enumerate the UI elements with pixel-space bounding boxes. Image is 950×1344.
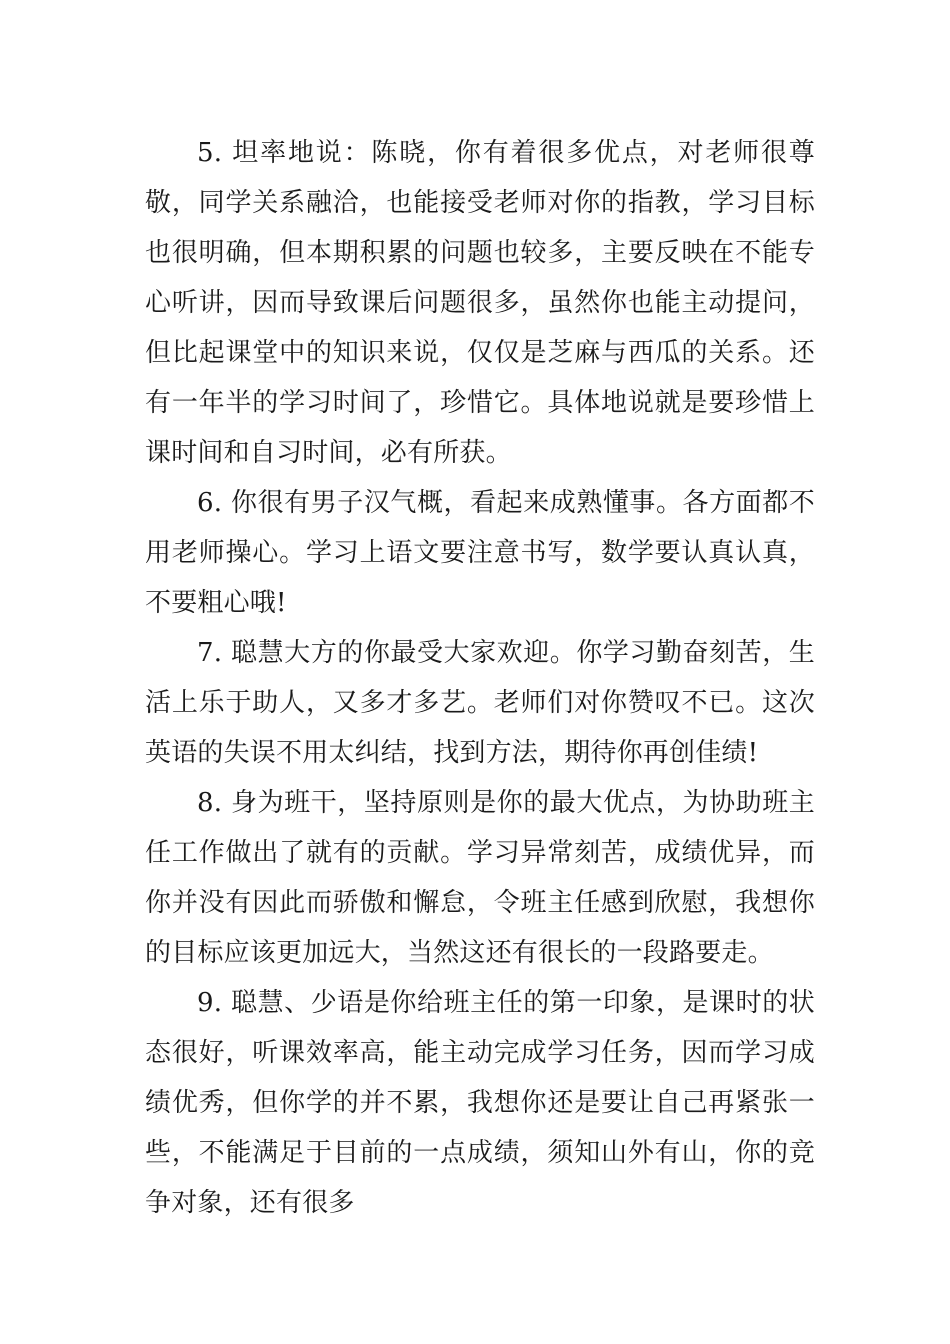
comment-paragraph-6: 6. 你很有男子汉气概，看起来成熟懂事。各方面都不用老师操心。学习上语文要注意书写，数学要认真认真，不要粗心哦! (145, 488, 815, 618)
document-page (145, 128, 815, 1228)
comment-paragraph-5: 5. 坦率地说：陈晓，你有着很多优点，对老师很尊敬，同学关系融洽，也能接受老师对你的指教，学习目标也很明确，但本期积累的问题也较多，主要反映在不能专心听讲，因而导致课后问题很多，虽然你也能主动提问，但比起课堂中的知识来说，仅仅是芝麻与西瓜的关系。还有一年半的学习时间了，珍惜它。具体地说就是要珍惜上课时间和自习时间，必有所获。 (145, 138, 815, 468)
comment-paragraph-9: 9. 聪慧、少语是你给班主任的第一印象，是课时的状态很好，听课效率高，能主动完成学习任务，因而学习成绩优秀，但你学的并不累，我想你还是要让自己再紧张一些，不能满足于目前的一点成绩，须知山外有山，你的竞争对象，还有很多 (145, 988, 815, 1218)
comment-paragraph-7: 7. 聪慧大方的你最受大家欢迎。你学习勤奋刻苦，生活上乐于助人，又多才多艺。老师们对你赞叹不已。这次英语的失误不用太纠结，找到方法，期待你再创佳绩! (145, 638, 815, 768)
comment-paragraph-8: 8. 身为班干，坚持原则是你的最大优点，为协助班主任工作做出了就有的贡献。学习异常刻苦，成绩优异，而你并没有因此而骄傲和懈怠，令班主任感到欣慰，我想你的目标应该更加远大，当然这还有很长的一段路要走。 (145, 788, 815, 968)
